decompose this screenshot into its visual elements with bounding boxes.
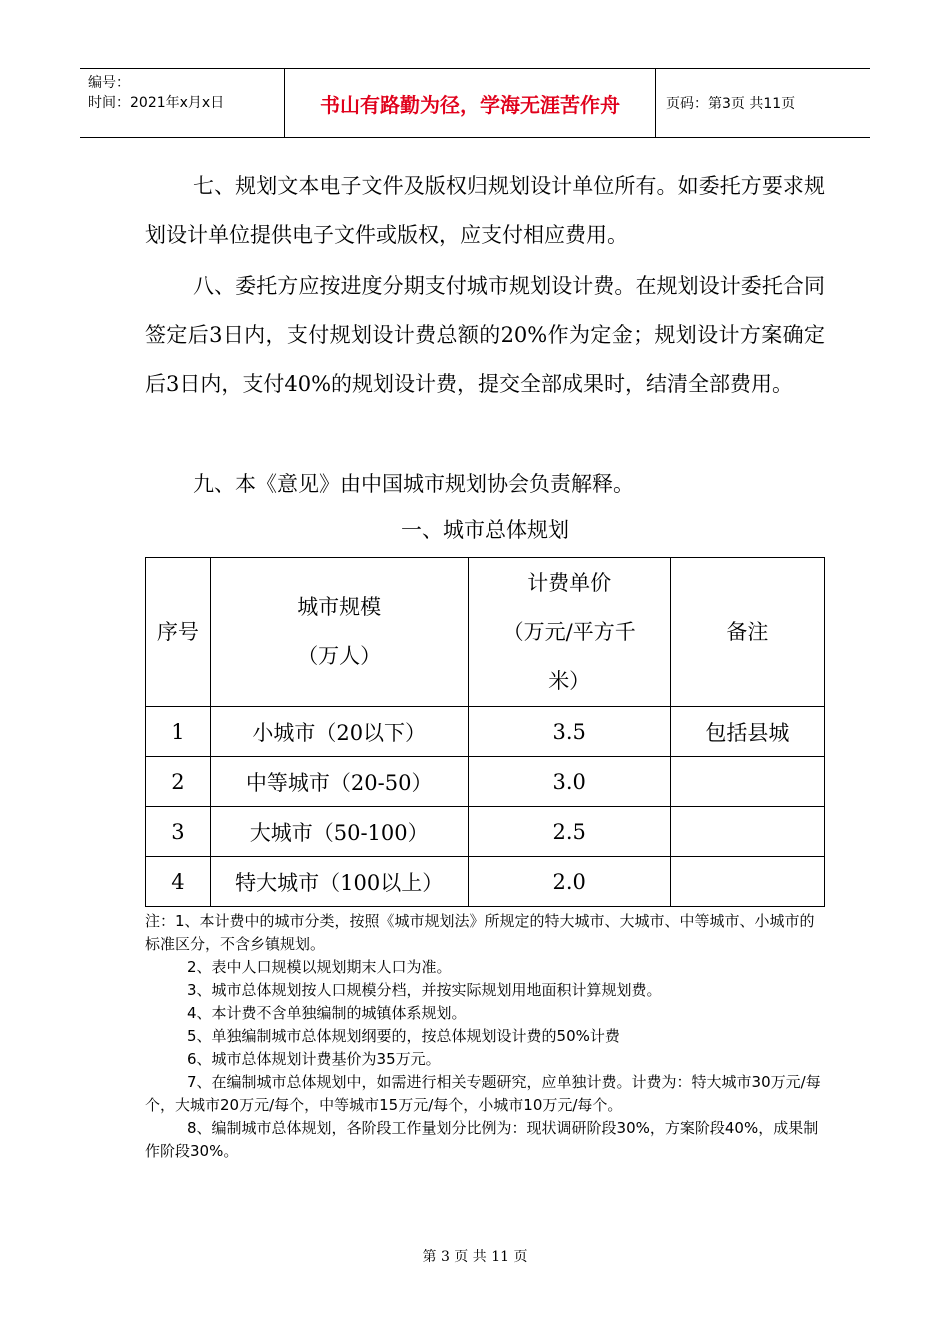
- date-label: 时间：2021年x月x日: [88, 95, 225, 111]
- paragraph-9: 九、本《意见》由中国城市规划协会负责解释。: [193, 472, 634, 496]
- header-seq: 序号: [146, 558, 211, 707]
- table-row: [146, 857, 825, 907]
- cell-price: 2.0: [468, 857, 670, 907]
- fee-table: [145, 557, 825, 907]
- table-row: [146, 707, 825, 757]
- cell-price: 3.5: [468, 707, 670, 757]
- table-notes: [145, 910, 825, 1163]
- paragraph-7: 七、规划文本电子文件及版权归规划设计单位所有。如委托方要求规划设计单位提供电子文件或版权，应支付相应费用。: [145, 174, 825, 247]
- number-label: 编号：: [88, 75, 130, 91]
- header-note: 备注: [670, 558, 824, 707]
- cell-note: [670, 757, 824, 807]
- cell-scale: 大城市（50-100）: [210, 807, 468, 857]
- cell-scale: 中等城市（20-50）: [210, 757, 468, 807]
- cell-scale: 小城市（20以下）: [210, 707, 468, 757]
- note-item-2: 2、表中人口规模以规划期末人口为准。: [187, 958, 452, 976]
- note-item-4: 4、本计费不含单独编制的城镇体系规划。: [187, 1004, 467, 1022]
- cell-seq: 3: [146, 807, 211, 857]
- note-item-8: 8、编制城市总体规划，各阶段工作量划分比例为：现状调研阶段30%，方案阶段40%，成果制作阶段30%。: [145, 1119, 819, 1160]
- header-meta: [80, 69, 284, 137]
- header-motto: 书山有路勤为径，学海无涯苦作舟: [284, 69, 656, 137]
- note-item-3: 3、城市总体规划按人口规模分档，并按实际规划用地面积计算规划费。: [187, 981, 662, 999]
- cell-seq: 2: [146, 757, 211, 807]
- note-item-5: 5、单独编制城市总体规划纲要的，按总体规划设计费的50%计费: [187, 1027, 620, 1045]
- cell-scale: 特大城市（100以上）: [210, 857, 468, 907]
- table-row: [146, 757, 825, 807]
- header-scale-line1: 城市规模: [297, 595, 382, 619]
- paragraph-8: 八、委托方应按进度分期支付城市规划设计费。在规划设计委托合同签定后3日内，支付规划设计费总额的20%作为定金；规划设计方案确定后3日内，支付40%的规划设计费，提交全部成果时，结清全部费用。: [145, 274, 825, 396]
- header-scale-line2: （万人）: [297, 644, 382, 668]
- page-header: [80, 68, 870, 138]
- header-scale: [210, 558, 468, 707]
- header-page-info: 页码：第3页 共11页: [666, 96, 796, 112]
- note-item-1: 注：1、本计费中的城市分类，按照《城市规划法》所规定的特大城市、大城市、中等城市、小城市的标准区分，不含乡镇规划。: [145, 912, 815, 953]
- cell-price: 2.5: [468, 807, 670, 857]
- cell-note: [670, 857, 824, 907]
- cell-note: 包括县城: [670, 707, 824, 757]
- table-row: [146, 807, 825, 857]
- header-price: [468, 558, 670, 707]
- table-header-row: [146, 558, 825, 707]
- header-price-line2: （万元/平方千: [502, 619, 636, 644]
- note-item-7: 7、在编制城市总体规划中，如需进行相关专题研究，应单独计费。计费为：特大城市30万元/每个，大城市20万元/每个，中等城市15万元/每个，小城市10万元/每个。: [145, 1073, 821, 1114]
- page-footer: 第 3 页 共 11 页: [422, 1249, 528, 1265]
- note-item-6: 6、城市总体规划计费基价为35万元。: [187, 1050, 441, 1068]
- table-title: 一、城市总体规划: [401, 518, 569, 542]
- cell-note: [670, 807, 824, 857]
- cell-price: 3.0: [468, 757, 670, 807]
- cell-seq: 1: [146, 707, 211, 757]
- header-price-line1: 计费单价: [527, 570, 612, 595]
- cell-seq: 4: [146, 857, 211, 907]
- header-price-line3: 米）: [548, 668, 591, 693]
